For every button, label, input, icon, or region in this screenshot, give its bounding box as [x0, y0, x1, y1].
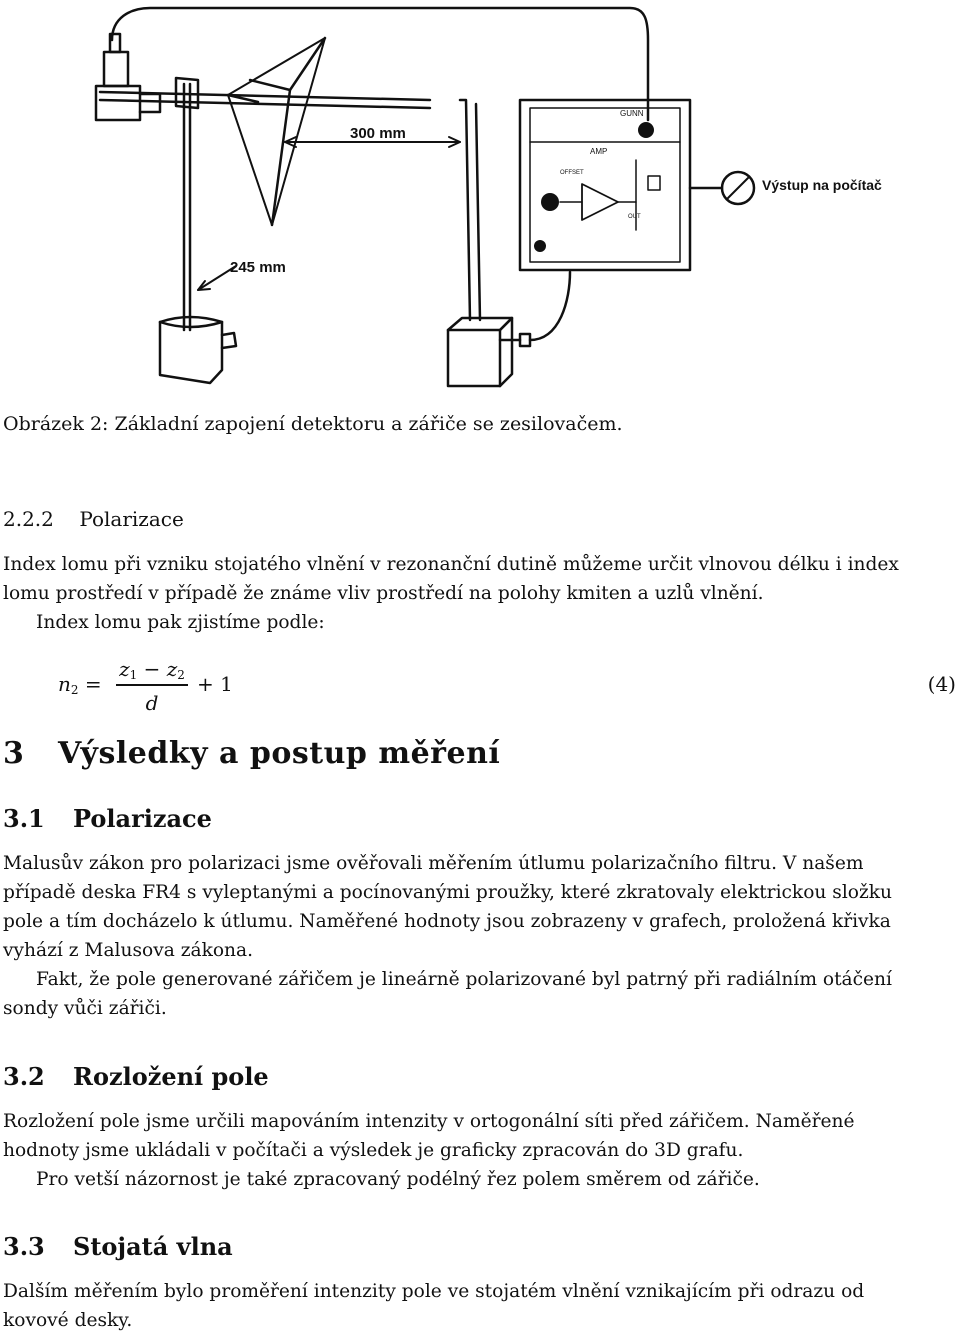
section-number: 3	[3, 736, 25, 771]
text-line: Index lomu pak zjistíme podle:	[36, 612, 325, 633]
text-line: lomu prostředí v případě že známe vliv prostředí na polohy kmiten a uzlů vlnění.	[3, 583, 764, 604]
subsection-heading-3-1	[3, 804, 212, 833]
equation-denominator: d	[145, 690, 159, 715]
text-line: sondy vůči zářiči.	[3, 998, 167, 1019]
equation-fraction	[116, 654, 188, 718]
paragraph-polarizace	[3, 550, 899, 637]
label-300mm: 300 mm	[350, 125, 406, 142]
subsection-number: 3.2	[3, 1062, 45, 1091]
subsection-title: Polarizace	[73, 804, 212, 833]
label-out: OUT	[628, 214, 641, 220]
subsection-number: 3.1	[3, 804, 45, 833]
text-line: Rozložení pole jsme určili mapováním intenzity v ortogonální síti před zářičem. Naměřené	[3, 1111, 855, 1132]
text-line: pole a tím docházelo k útlumu. Naměřené hodnoty jsou zobrazeny v grafech, proložená křivka	[3, 911, 891, 932]
paragraph-3-2	[3, 1107, 854, 1194]
subsection-title: Stojatá vlna	[73, 1232, 233, 1261]
label-gunn: GUNN	[620, 109, 644, 118]
subsection-heading	[3, 507, 184, 531]
subsection-title: Polarizace	[79, 507, 184, 531]
text-line: Malusův zákon pro polarizaci jsme ověřovali měřením útlumu polarizačního filtru. V našem	[3, 853, 864, 874]
subsection-heading-3-2	[3, 1062, 269, 1091]
paragraph-3-1	[3, 849, 892, 1023]
figure-caption: Obrázek 2: Základní zapojení detektoru a zářiče se zesilovačem.	[3, 413, 623, 435]
text-line: Dalším měřením bylo proměření intenzity pole ve stojatém vlnění vznikajícím při odrazu od	[3, 1281, 865, 1302]
section-title: Výsledky a postup měření	[58, 736, 501, 771]
equation-numerator: $z_1 - z_2$	[119, 657, 185, 682]
section-heading	[3, 736, 500, 771]
text-line: Pro vetší názornost je také zpracovaný podélný řez polem směrem od zářiče.	[36, 1169, 760, 1190]
label-amp: AMP	[590, 147, 608, 156]
text-line: Index lomu při vzniku stojatého vlnění v rezonanční dutině můžeme určit vlnovou délku i index	[3, 554, 899, 575]
label-output: Výstup na počítač	[762, 177, 882, 193]
paragraph-3-3	[3, 1277, 864, 1335]
equation-4	[0, 654, 960, 718]
subsection-number: 2.2.2	[3, 507, 54, 531]
text-line: Fakt, že pole generované zářičem je lineárně polarizované byl patrný při radiálním otáčení	[36, 969, 892, 990]
text-line: vyhází z Malusova zákona.	[3, 940, 254, 961]
text-line: kovové desky.	[3, 1310, 133, 1331]
equation-lhs: $n_2$ =	[58, 672, 102, 697]
fraction-bar	[116, 684, 188, 686]
subsection-number: 3.3	[3, 1232, 45, 1261]
subsection-heading-3-3	[3, 1232, 233, 1261]
equation-rhs: + 1	[197, 672, 233, 696]
subsection-title: Rozložení pole	[73, 1062, 269, 1091]
text-line: případě deska FR4 s vyleptanými a pocínovanými proužky, které zkratovaly elektrickou složku	[3, 882, 893, 903]
label-245mm: 245 mm	[230, 259, 286, 276]
label-offset: OFFSET	[560, 170, 584, 176]
setup-figure	[0, 0, 960, 395]
text-line: hodnoty jsme ukládali v počítači a výsledek je graficky zpracován do 3D grafu.	[3, 1140, 744, 1161]
equation-number: (4)	[927, 672, 956, 696]
